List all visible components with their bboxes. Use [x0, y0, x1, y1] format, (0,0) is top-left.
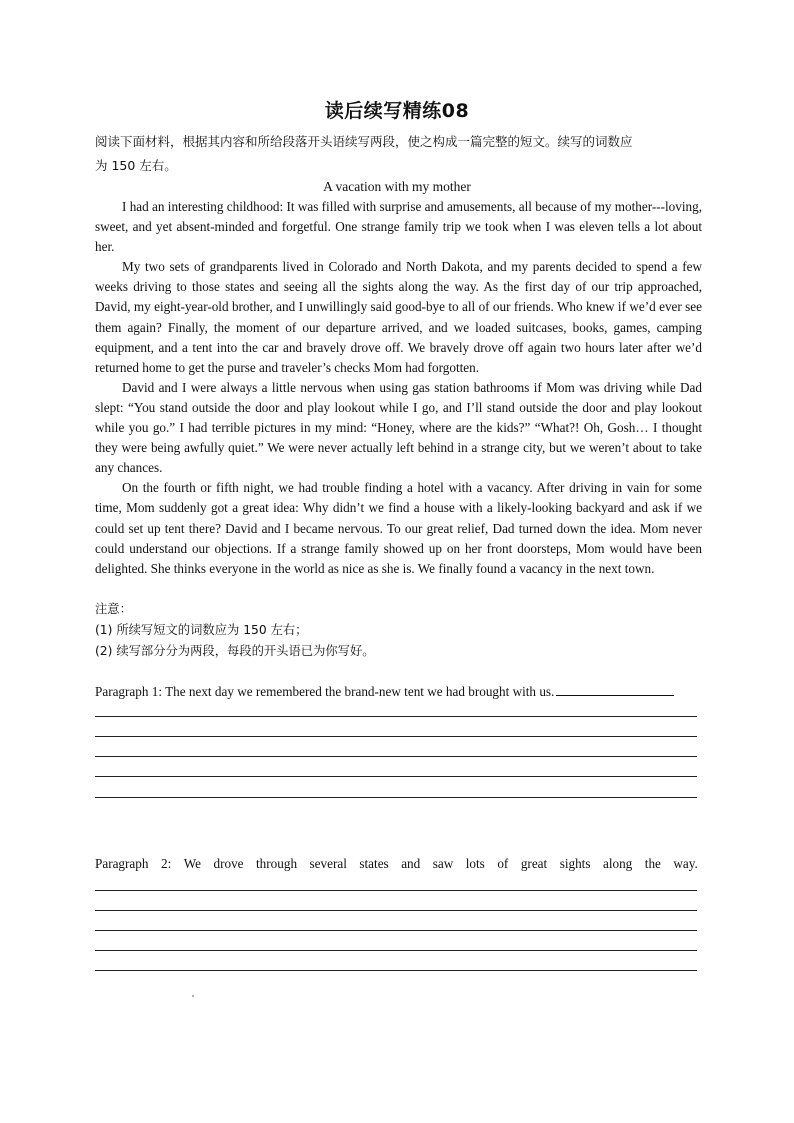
paragraph-2-word: Paragraph — [95, 856, 149, 871]
answer-line[interactable] — [95, 716, 697, 717]
answer-blank[interactable] — [556, 683, 674, 696]
paragraph-2-word: We — [183, 856, 201, 871]
answer-line[interactable] — [95, 736, 697, 737]
answer-line[interactable] — [95, 950, 697, 951]
story-paragraph: My two sets of grandparents lived in Colorado and North Dakota, and my parents decided to spend a few weeks driving to those states and seeing all the sights along the way. As the first day of our trip approached, David, my eight-year-old brother, and I unwillingly said good-bye to all of our friends. Who knew if we’d ever see them again? Finally, the moment of our departure arrived, and we loaded suitcases, books, games, camping equipment, and a tent into the car and bravely drove off. We bravely drove off again two hours later after we’d returned home to get the purse and traveler’s checks Mom had forgotten. — [95, 259, 702, 375]
stray-mark — [192, 995, 194, 997]
story-body — [95, 197, 702, 579]
answer-line[interactable] — [95, 756, 697, 757]
note-item: (2) 续写部分分为两段，每段的开头语已为你写好。 — [95, 644, 375, 658]
paragraph-2-word: of — [497, 856, 509, 871]
story-title: A vacation with my mother — [323, 179, 471, 194]
paragraph-2-word: saw — [432, 856, 454, 871]
paragraph-2-word: and — [401, 856, 421, 871]
paragraph-2-word: along — [602, 856, 633, 871]
notes-heading: 注意： — [95, 602, 132, 616]
paragraph-2-word: great — [520, 856, 548, 871]
paragraph-2-word: lots — [465, 856, 485, 871]
paragraph-2-word: states — [359, 856, 389, 871]
answer-line[interactable] — [95, 910, 697, 911]
answer-line[interactable] — [95, 930, 697, 931]
paragraph-1-prompt — [95, 683, 698, 701]
answer-line[interactable] — [95, 797, 697, 798]
paragraph-2-word: 2: — [160, 856, 172, 871]
instruction-line-1: 阅读下面材料，根据其内容和所给段落开头语续写两段，使之构成一篇完整的短文。续写的词数应 — [95, 134, 633, 149]
paragraph-2-word: drove — [213, 856, 244, 871]
story-paragraph: David and I were always a little nervous when using gas station bathrooms if Mom was driving while Dad slept: “You stand outside the door and play lookout while I go, and I’ll stand outside the door and play lookout while you go.” I had terrible pictures in my mind: “Honey, where are the kids?” “What?! Oh, Gosh… I thought they were being awfully quiet.” We were never actually left behind in a strange city, but we weren’t about to take any chances. — [95, 379, 702, 476]
paragraph-2-word: through — [256, 856, 298, 871]
story-paragraph: On the fourth or fifth night, we had trouble finding a hotel with a vacancy. After driving in vain for some time, Mom suddenly got a great idea: Why didn’t we find a house with a likely-looking backyard and ask if we could set up tent there? David and I became nervous. To our great relief, Dad turned down the idea. Mom never could understand our objections. If a strange family showed up on her front doorsteps, Mom would have been delighted. She thinks everyone in the world as nice as she is. We finally found a vacancy in the next town. — [95, 480, 702, 576]
answer-line[interactable] — [95, 970, 697, 971]
instruction-line-2: 为 150 左右。 — [95, 158, 177, 173]
notes-section — [95, 599, 700, 662]
page-title: 读后续写精练08 — [324, 100, 470, 122]
story-paragraph: I had an interesting childhood: It was filled with surprise and amusements, all because of my mother---loving, sweet, and yet absent-minded and forgetful. One strange family trip we took when I was eleven tells a lot about her. — [95, 199, 702, 255]
paragraph-2-word: sights — [559, 856, 591, 871]
paragraph-2-word: the — [644, 856, 661, 871]
paragraph-2-word: way. — [673, 856, 698, 871]
paragraph-2-word: several — [309, 856, 347, 871]
answer-line[interactable] — [95, 890, 697, 891]
answer-line[interactable] — [95, 776, 697, 777]
paragraph-2-prompt — [95, 855, 698, 873]
paragraph-1-start-text: Paragraph 1: The next day we remembered the brand-new tent we had brought with us. — [95, 684, 555, 699]
note-item: (1) 所续写短文的词数应为 150 左右； — [95, 623, 308, 637]
